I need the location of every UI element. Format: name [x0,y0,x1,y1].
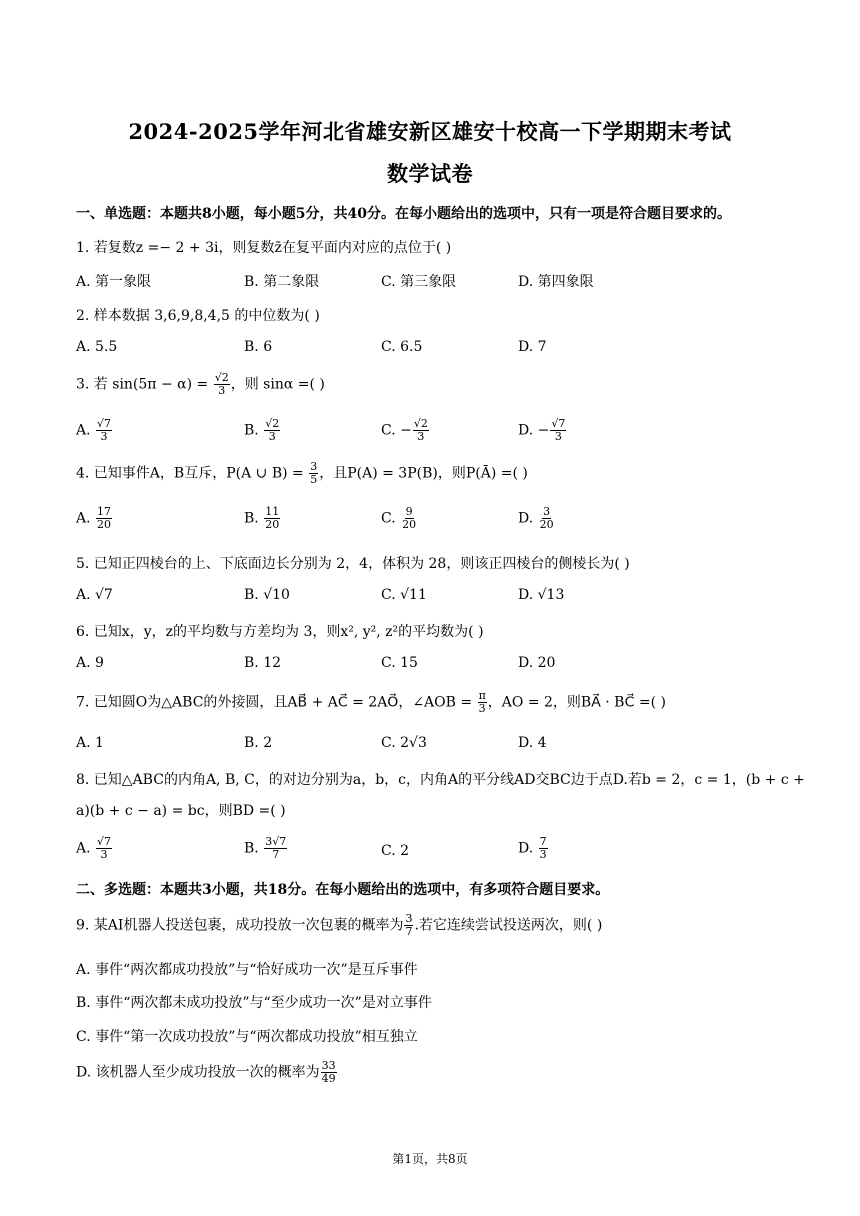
question-5-option-c: C. √11 [381,587,427,603]
question-3-stem-pre: 3. 若 sin(5π − α) = [76,376,213,393]
question-2-option-a: A. 5.5 [76,339,118,355]
question-9-option-a: A. 事件“两次都成功投放”与“恰好成功一次”是互斥事件 [76,962,418,978]
question-4-option-c: C. $\frac{9}{20}$ [381,505,417,531]
question-8-option-d: D. $\frac{7}{3}$ [518,835,547,861]
question-3-option-b: B. $\frac{√2}{3}$ [244,417,280,443]
question-9-stem-fraction: $\frac{3}{7}$ [405,912,413,938]
question-2-option-b: B. 6 [244,339,273,355]
question-8-option-a: A. $\frac{√7}{3}$ [76,835,112,861]
exam-title: 2024-2025学年河北省雄安新区雄安十校高一下学期期末考试 [128,119,732,144]
question-8-stem: 8. 已知△ABC的内角A, B, C，的对边分别为a，b，c，内角A的平分线AD交BC边于点D.若b = 2，c = 1，(b + c + [76,772,805,788]
question-4-option-d: D. $\frac{3}{20}$ [518,505,554,531]
question-2-option-c: C. 6.5 [381,339,423,355]
question-3-stem-fraction: $\frac{√2}{3}$ [214,371,229,397]
question-9-option-c: C. 事件“第一次成功投放”与“两次都成功投放”相互独立 [76,1029,418,1045]
question-4-option-b: B. $\frac{11}{20}$ [244,505,280,531]
exam-subtitle: 数学试卷 [387,161,473,186]
question-7-stem-fraction: $\frac{\pi}{3}$ [478,689,486,715]
question-2-stem: 2. 样本数据 3,6,9,8,4,5 的中位数为( ) [76,308,320,324]
question-1-stem: 1. 若复数z =− 2 + 3i，则复数z̄在复平面内对应的点位于( ) [76,240,452,256]
question-3-option-a: A. $\frac{√7}{3}$ [76,417,112,443]
question-4-option-a: A. $\frac{17}{20}$ [76,505,112,531]
question-9-option-b: B. 事件“两次都未成功投放”与“至少成功一次”是对立事件 [76,995,432,1011]
section-single-choice-heading: 一、单选题：本题共8小题，每小题5分，共40分。在每小题给出的选项中，只有一项是符合题目要求的。 [76,206,731,222]
section-multiple-choice-heading: 二、多选题：本题共3小题，共18分。在每小题给出的选项中，有多项符合题目要求。 [76,882,610,898]
question-7-option-c: C. 2√3 [381,735,427,751]
question-3-stem-post: ，则 sinα =( ) [230,376,325,393]
question-1-option-b: B. 第二象限 [244,274,320,290]
question-7-option-b: B. 2 [244,735,273,751]
page-footer: 第1页，共8页 [392,1152,468,1166]
question-9-option-d-fraction: $\frac{33}{49}$ [321,1059,336,1085]
question-4-stem: 4. 已知事件A，B互斥，P(A ∪ B) = $\frac{3}{5}$ ，且P(A) = 3P(B)，则P(Ā) =( ) [76,460,528,486]
question-5-option-d: D. √13 [518,587,565,603]
question-6-stem: 6. 已知x，y，z的平均数与方差均为 3，则x², y², z²的平均数为( ) [76,624,484,640]
question-3-option-c: C. − $\frac{√2}{3}$ [381,417,428,443]
question-6-option-a: A. 9 [76,655,104,671]
question-5-option-b: B. √10 [244,587,290,603]
question-9-option-d: D. 该机器人至少成功投放一次的概率为 $\frac{33}{49}$ [76,1059,336,1085]
question-5-option-a: A. √7 [76,587,113,603]
question-6-option-d: D. 20 [518,655,556,671]
question-8-option-b: B. $\frac{3√7}{7}$ [244,835,287,861]
question-1-option-a: A. 第一象限 [76,274,152,290]
question-4-stem-fraction: $\frac{3}{5}$ [310,460,318,486]
question-2-option-d: D. 7 [518,339,547,355]
question-3-stem [76,372,325,397]
question-9-stem: 9. 某AI机器人投送包裹，成功投放一次包裹的概率为 $\frac{3}{7}$ .若它连续尝试投送两次，则( ) [76,912,603,938]
question-1-option-d: D. 第四象限 [518,274,594,290]
question-5-stem: 5. 已知正四棱台的上、下底面边长分别为 2，4，体积为 28，则该正四棱台的侧棱长为( ) [76,556,630,572]
question-8-stem-line2: a)(b + c − a) = bc，则BD =( ) [76,803,286,819]
question-1-option-c: C. 第三象限 [381,274,457,290]
question-7-stem: 7. 已知圆O为△ABC的外接圆，且AB⃗ + AC⃗ = 2AO⃗，∠AOB = $\frac{\pi}{3}$ ，AO = 2，则BA⃗ · BC⃗ =( ) [76,689,667,715]
question-3-option-d: D. − $\frac{√7}{3}$ [518,417,566,443]
question-8-option-c: C. 2 [381,843,410,859]
question-7-option-d: D. 4 [518,735,547,751]
question-6-option-c: C. 15 [381,655,418,671]
question-6-option-b: B. 12 [244,655,282,671]
question-7-option-a: A. 1 [76,735,104,751]
